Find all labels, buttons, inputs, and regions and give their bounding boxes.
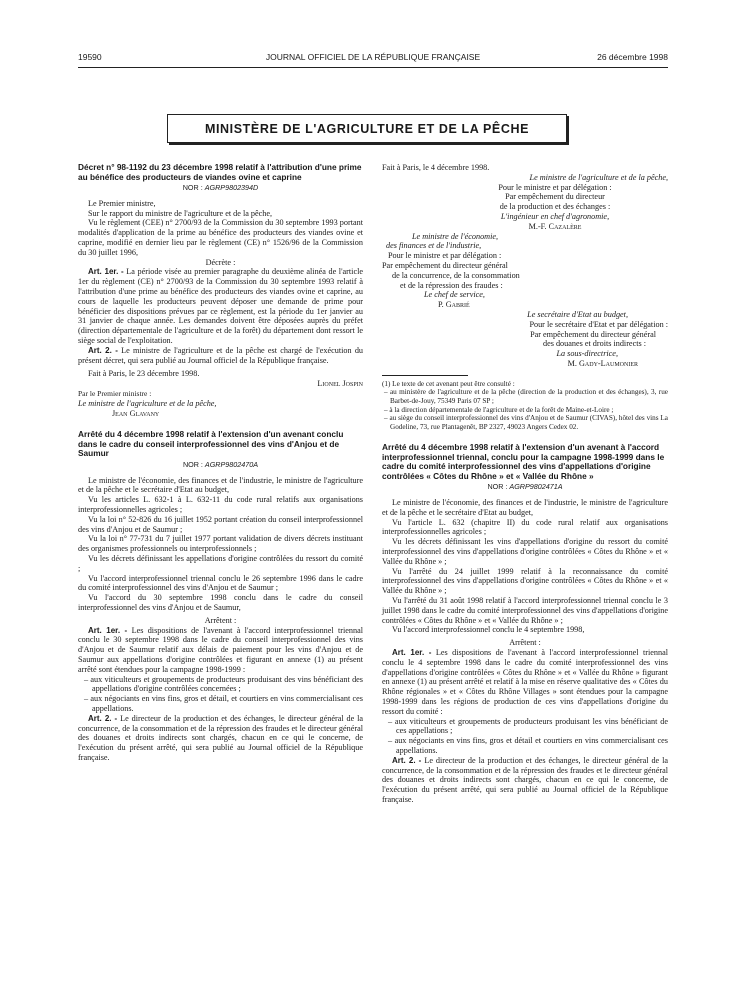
arrete1-sig1: Le ministre de l'agriculture et de la pêche,	[529, 172, 668, 182]
arrete1-sig12: et de la répression des fraudes :	[400, 280, 503, 290]
arrete1-sig14: P. Gabrié	[438, 300, 470, 310]
decree-p3: Vu le règlement (CEE) n° 2700/93 de la Commission du 30 septembre 1993 portant modalités d'application de la prime au bénéfice des producteurs des viandes ovine et caprine, modifié en dernier lieu par le règlement (CE) n° 1526/96 de la Commission du 30 juillet 1996,	[78, 218, 363, 257]
arrete2-title: Arrêté du 4 décembre 1998 relatif à l'extension d'un avenant à l'accord interprofessionnel triennal, conclu pour la campagne 1998-1999 dans le cadre du comité interprofessionnel des vins d'appellations d'origine contrôlées « Côtes du Rhône » et « Vallée du Rhône »	[382, 442, 665, 481]
arrete1-title: Arrêté du 4 décembre 1998 relatif à l'extension d'un avenant conclu dans le cadre du conseil interprofessionnel des vins d'Anjou et de Saumur	[78, 429, 344, 459]
arrete1-sig10: Par empêchement du directeur général	[382, 260, 508, 270]
arrete1-sig7: Le ministre de l'économie,	[412, 231, 499, 241]
arrete2-dash2: – aux négociants en vins fins, gros et détail et courtiers en vins commercialisant ces appellations.	[388, 736, 668, 756]
arrete2-intro: Le ministre de l'économie, des finances et de l'industrie, le ministre de l'agriculture et de la pêche et le secrétaire d'Etat au budget,	[382, 498, 668, 517]
issue-date: 26 décembre 1998	[597, 52, 668, 62]
arrete1-sig13: Le chef de service,	[424, 290, 485, 300]
arrete1-dash2: – aux négociants en vins fins, gros et détail, et courtiers en vins commercialisant ces appellations.	[84, 694, 363, 713]
arrete1-vu1: Vu les articles L. 632-1 à L. 632-11 du code rural relatifs aux organisations interprofessionnelles agricoles ;	[78, 495, 363, 515]
arrete1-vu5: Vu l'accord interprofessionnel triennal conclu le 26 septembre 1996 dans le cadre du comité interprofessionnel des vins d'Anjou et de Saumur ;	[78, 573, 363, 593]
arrete2-nor: NOR : AGRP9802471A	[487, 482, 563, 492]
arrete1-sig4: de la production et des échanges :	[499, 202, 611, 212]
decree-decrete: Décrète :	[205, 257, 236, 267]
arrete1-arretent: Arrêtent :	[204, 615, 237, 625]
footnote-rule	[382, 375, 468, 376]
arrete1-art2: Art. 2. - Le directeur de la production et des échanges, le directeur général de la concurrence, de la consommation et de la répression des fraudes et le directeur général des douanes et droits indirects sont chargés, chacun en ce qui le concerne, de l'exécution du présent arrêté, qui sera publié au Journal officiel de la République française.	[78, 713, 364, 762]
decree-p1: Le Premier ministre,	[88, 198, 156, 208]
arrete1-fait: Fait à Paris, le 4 décembre 1998.	[382, 163, 490, 172]
footnote-item-2: – à la direction départementale de l'agriculture et de la forêt de Maine-et-Loire ;	[384, 405, 614, 414]
arrete1-sig9: Pour le ministre et par délégation :	[388, 251, 502, 261]
arrete1-art1: Art. 1er. - Les dispositions de l'avenant à l'accord interprofessionnel triennal conclu le 30 septembre 1998 dans le cadre du conseil interprofessionnel des vins d'Anjou et de Saumur relatif aux délais de paiement pour les vins d'Anjou et de Saumur aux appellations d'origine contrôlées et figurant en annexe (1) au présent arrêté sont étendues pour la campagne 1998-1999 :	[78, 625, 363, 674]
arrete1-sig15: Le secrétaire d'Etat au budget,	[527, 309, 628, 319]
footnote-intro: (1) Le texte de cet avenant peut être consulté :	[382, 379, 515, 388]
decree-art2: Art. 2. - Le ministre de l'agriculture et de la pêche est chargé de l'exécution du présent décret, qui sera publié au Journal officiel de la République française.	[78, 345, 364, 365]
footnote-item-1: – au ministère de l'agriculture et de la pêche (direction de la production et des échanges), 3, rue Barbet-de-Jouy, 75349 Paris 07 SP ;	[384, 388, 668, 405]
decree-nor: NOR : AGRP9802394D	[182, 183, 259, 192]
decree-title: Décret n° 98-1192 du 23 décembre 1998 relatif à l'attribution d'une prime au bénéfice des producteurs de viandes ovine et caprine	[78, 162, 362, 182]
arrete1-vu6: Vu l'accord du 30 septembre 1998 conclu dans le cadre du conseil interprofessionnel des vins d'Anjou et de Saumur,	[78, 593, 363, 612]
arrete1-sig17: Par empêchement du directeur général	[530, 329, 656, 339]
arrete2-art2: Art. 2. - Le directeur de la production et des échanges, le directeur général de la concurrence, de la consommation et de la répression des fraudes et le directeur général des douanes et droits indirects sont chargés, chacun en ce qui le concerne, de l'exécution du présent arrêté, qui sera publié au Journal officiel de la République française.	[382, 755, 669, 804]
arrete1-vu3: Vu la loi n° 77-731 du 7 juillet 1977 portant validation de divers décrets instituant des organismes professionnels ou interprofessionnels ;	[78, 534, 363, 554]
journal-title: JOURNAL OFFICIEL DE LA RÉPUBLIQUE FRANÇAISE	[265, 52, 481, 62]
left-column	[78, 163, 363, 763]
arrete1-sig18: des douanes et droits indirects :	[542, 339, 646, 349]
ministry-heading: MINISTÈRE DE L'AGRICULTURE ET DE LA PÊCHE	[167, 114, 567, 143]
arrete2-vu2: Vu les décrets définissant les vins d'appellations d'origine du ressort du comité interprofessionnel des vins d'appellations d'origine contrôlées « Côtes du Rhône » et « Vallée du Rhône » ;	[382, 537, 668, 566]
arrete2-vu5: Vu l'accord interprofessionnel conclu le 4 septembre 1998,	[392, 625, 585, 635]
page-number: 19590	[78, 52, 102, 62]
arrete1-vu4: Vu les décrets définissant les appellations d'origine contrôlées du ressort du comité ;	[78, 554, 363, 573]
arrete1-sig2: Pour le ministre et par délégation :	[498, 182, 612, 192]
arrete2-vu3: Vu l'arrêté du 24 juillet 1999 relatif à la reconnaissance du comité interprofessionnel des vins d'appellations d'origine contrôlées « Côtes du Rhône » et « Vallée du Rhône » ;	[382, 566, 668, 596]
arrete2-arretent: Arrêtent :	[509, 638, 541, 648]
arrete1-vu2: Vu la loi n° 52-826 du 16 juillet 1952 portant création du conseil interprofessionnel des vins d'Anjou et de Saumur ;	[78, 514, 363, 534]
decree-fait: Fait à Paris, le 23 décembre 1998.	[88, 369, 200, 379]
right-column	[382, 163, 668, 805]
arrete2-art1: Art. 1er. - Les dispositions de l'avenant à l'accord interprofessionnel triennal conclu le 4 septembre 1998 dans le cadre du comité interprofessionnel des vins d'appellations d'origine contrôlées « Côtes du Rhône » et « Vallée du Rhône » figurant en annexe (1) au présent arrêté et relatif à la mise en réserve qualitative des « Côtes du Rhône régionales » et « Côtes du Rhône Villages » sont étendues pour la campagne 1998-1999 dans les régions de production de ces vins d'appellations d'origine du ressort du comité :	[382, 648, 668, 716]
decree-p2: Sur le rapport du ministre de l'agriculture et de la pêche,	[88, 208, 273, 218]
arrete1-sig16: Pour le secrétaire d'Etat et par délégation :	[529, 319, 668, 329]
arrete2-dash1: – aux viticulteurs et groupements de producteurs produisant les vins bénéficiant de ces appellations ;	[388, 716, 668, 736]
arrete1-sig20: M. Gady-Laumonier	[567, 358, 638, 368]
decree-minister: Jean Glavany	[112, 408, 160, 418]
arrete1-sig11: de la concurrence, de la consommation	[392, 270, 520, 280]
header-rule	[78, 67, 668, 68]
arrete1-nor: NOR : AGRP9802470A	[182, 459, 259, 469]
arrete1-sig8: des finances et de l'industrie,	[386, 241, 482, 251]
footnote-item-3: – au siège du conseil interprofessionnel des vins d'Anjou et de Saumur (CIVAS), hôtel des vins La Godeline, 73, rue Plantagenêt, BP 2327, 49023 Angers Cedex 02.	[384, 414, 668, 431]
arrete1-sig3: Par empêchement du directeur	[505, 192, 605, 202]
arrete2-vu1: Vu l'article L. 632 (chapitre II) du code rural relatif aux organisations interprofessionnelles agricoles ;	[382, 517, 668, 537]
arrete2-vu4: Vu l'arrêté du 31 août 1998 relatif à l'accord interprofessionnel triennal conclu le 3 juillet 1998 dans le cadre du comité interprofessionnel des vins d'appellations d'origine contrôlées « Côtes du Rhône » et « Vallée du Rhône » ;	[382, 596, 668, 625]
arrete1-sig6: M.-F. Cazalère	[528, 221, 582, 231]
decree-par: Par le Premier ministre :	[78, 388, 152, 398]
running-header	[78, 52, 668, 66]
arrete1-intro: Le ministre de l'économie, des finances et de l'industrie, le ministre de l'agriculture et de la pêche et le secrétaire d'Etat au budget,	[78, 475, 363, 495]
decree-minister-title: Le ministre de l'agriculture et de la pêche,	[78, 398, 217, 408]
decree-signer: Lionel Jospin	[317, 379, 363, 389]
arrete1-footnote	[382, 380, 668, 432]
decree-art1: Art. 1er. - La période visée au premier paragraphe du deuxième alinéa de l'article 1er du règlement (CE) n° 2700/93 de la Commission du 30 septembre 1993 relatif à l'attribution d'une prime au bénéfice des producteurs des viandes ovine et caprine, au cours de laquelle les producteurs peuvent déposer une demande de prime pour bénéficier des dispositions prévues par ce règlement, est la période du 1er janvier au 31 janvier de chaque année. Les demandes doivent être déposées auprès du préfet (direction départementale de l'agriculture et de la forêt) du département dont ressort le siège social de l'exploitation.	[78, 267, 363, 345]
arrete1-dash1: – aux viticulteurs et groupements de producteurs produisant des vins bénéficiant des appellations d'origine contrôlées concernées ;	[84, 674, 363, 694]
arrete1-sig5: L'ingénieur en chef d'agronomie,	[500, 211, 610, 221]
arrete1-sig19: La sous-directrice,	[556, 349, 618, 359]
